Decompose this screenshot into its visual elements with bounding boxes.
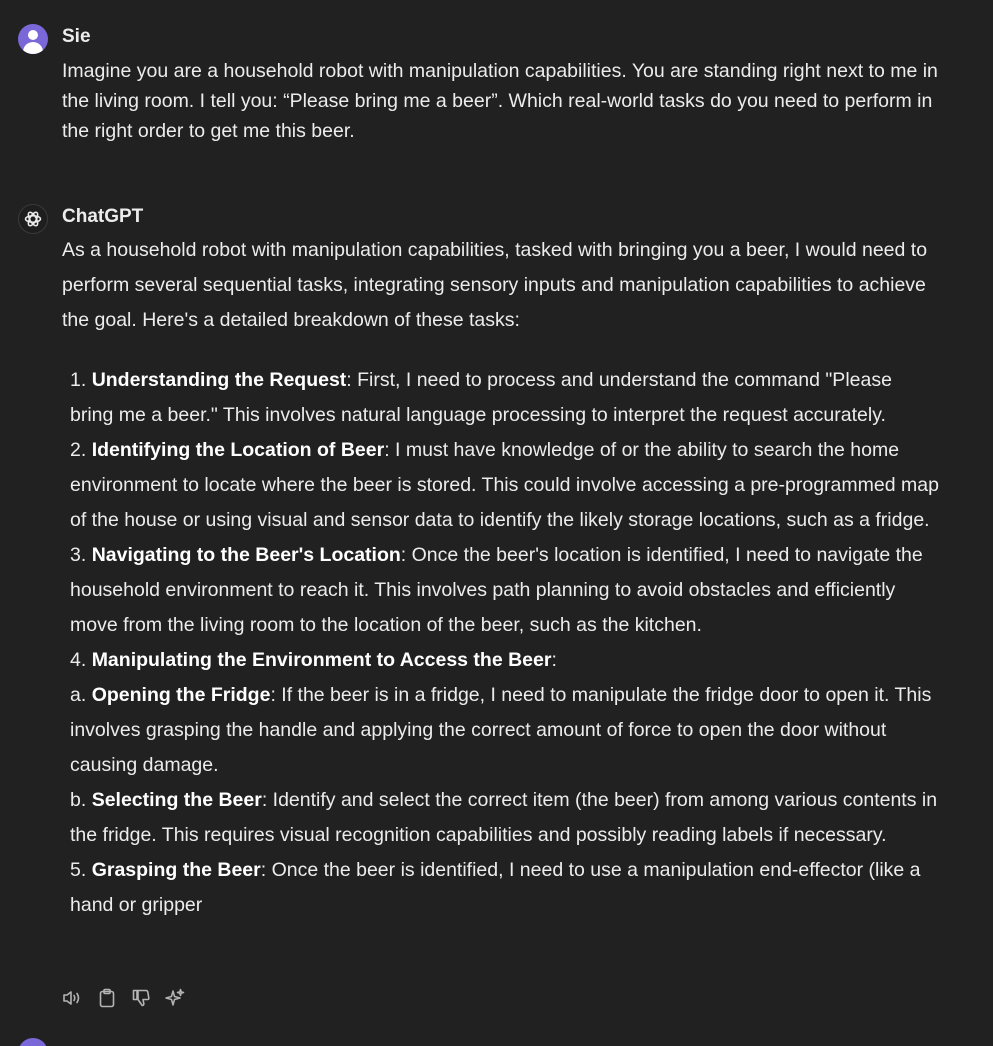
regenerate-button[interactable]: [164, 985, 186, 1011]
list-item: 3. Navigating to the Beer's Location: Once the beer's location is identified, I need to navigate the household environment to reach it. This involves path planning to avoid obstacles and efficiently move from the living room to the location of the beer, such as the kitchen.: [70, 544, 923, 636]
list-item: 1. Understanding the Request: First, I need to process and understand the command "Please bring me a beer." This involves natural language processing to interpret the request accurately.: [70, 369, 892, 426]
list-item: 2. Identifying the Location of Beer: I must have knowledge of or the ability to search the home environment to locate where the beer is stored. This could involve accessing a pre-programmed map of the house or using visual and sensor data to identify the likely storage locations, such as a fridge.: [70, 439, 939, 531]
sparkle-icon: [164, 988, 186, 1008]
assistant-task-list: [70, 363, 940, 923]
chatgpt-logo-icon: [18, 204, 48, 234]
clipboard-icon: [98, 988, 116, 1008]
read-aloud-button[interactable]: [62, 985, 84, 1011]
user-avatar: [18, 24, 48, 54]
copy-button[interactable]: [96, 985, 118, 1011]
thumbs-down-icon: [131, 988, 151, 1008]
message-actions: [62, 985, 186, 1011]
speaker-icon: [62, 988, 84, 1008]
assistant-intro-text: As a household robot with manipulation capabilities, tasked with bringing you a beer, I would need to perform several sequential tasks, integrating sensory inputs and manipulation capabilities to achieve the goal. Here's a detailed breakdown of these tasks:: [62, 239, 928, 331]
bad-response-button[interactable]: [130, 985, 152, 1011]
assistant-author-name: ChatGPT: [62, 206, 144, 227]
user-author-name: Sie: [62, 26, 91, 47]
list-item: 5. Grasping the Beer: Once the beer is identified, I need to use a manipulation end-effector (like a hand or gripper: [70, 859, 921, 916]
list-item: b. Selecting the Beer: Identify and select the correct item (the beer) from among various contents in the fridge. This requires visual recognition capabilities and possibly reading labels if necessary.: [70, 789, 938, 846]
user-message-text: Imagine you are a household robot with manipulation capabilities. You are standing right next to me in the living room. I tell you: “Please bring me a beer”. Which real-world tasks do you need to perform in the right order to get me this beer.: [62, 60, 938, 142]
list-item: 4. Manipulating the Environment to Access the Beer:: [70, 649, 557, 671]
next-user-avatar: [18, 1038, 48, 1046]
list-item: a. Opening the Fridge: If the beer is in a fridge, I need to manipulate the fridge door to open it. This involves grasping the handle and applying the correct amount of force to open the door without causing damage.: [70, 684, 932, 776]
